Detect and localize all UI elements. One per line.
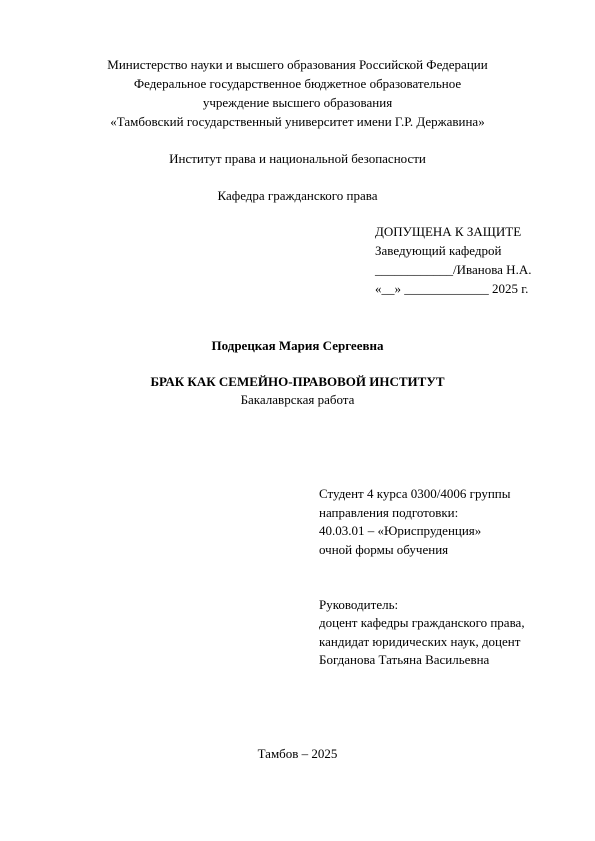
work-title: БРАК КАК СЕМЕЙНО-ПРАВОВОЙ ИНСТИТУТ xyxy=(150,374,445,389)
supervisor-label: Руководитель: xyxy=(319,597,399,612)
university-name: «Тамбовский государственный университет имени Г.Р. Державина» xyxy=(110,114,485,129)
student-info-line-4: очной формы обучения xyxy=(319,542,449,557)
work-type: Бакалаврская работа xyxy=(240,392,355,407)
approval-signature: ____________/Иванова Н.А. xyxy=(375,262,532,277)
student-info-line-3: 40.03.01 – «Юриспруденция» xyxy=(319,523,482,538)
approval-title: ДОПУЩЕНА К ЗАЩИТЕ xyxy=(375,224,522,239)
supervisor-name: Богданова Татьяна Васильевна xyxy=(319,652,490,667)
student-info-line-1: Студент 4 курса 0300/4006 группы xyxy=(319,486,511,501)
department-name: Кафедра гражданского права xyxy=(217,188,378,203)
approval-date: «__» _____________ 2025 г. xyxy=(375,281,529,296)
ministry-line: Министерство науки и высшего образования Российской Федерации xyxy=(107,57,488,72)
institution-line-2: учреждение высшего образования xyxy=(202,95,393,110)
supervisor-line-1: доцент кафедры гражданского права, xyxy=(319,615,525,630)
student-info-line-2: направления подготовки: xyxy=(319,505,459,520)
institution-line-1: Федеральное государственное бюджетное образовательное xyxy=(133,76,462,91)
author-name: Подрецкая Мария Сергеевна xyxy=(211,338,384,353)
footer-city-year: Тамбов – 2025 xyxy=(257,746,338,761)
supervisor-line-2: кандидат юридических наук, доцент xyxy=(319,634,521,649)
institute-name: Институт права и национальной безопасности xyxy=(169,151,426,166)
approval-position: Заведующий кафедрой xyxy=(375,243,502,258)
